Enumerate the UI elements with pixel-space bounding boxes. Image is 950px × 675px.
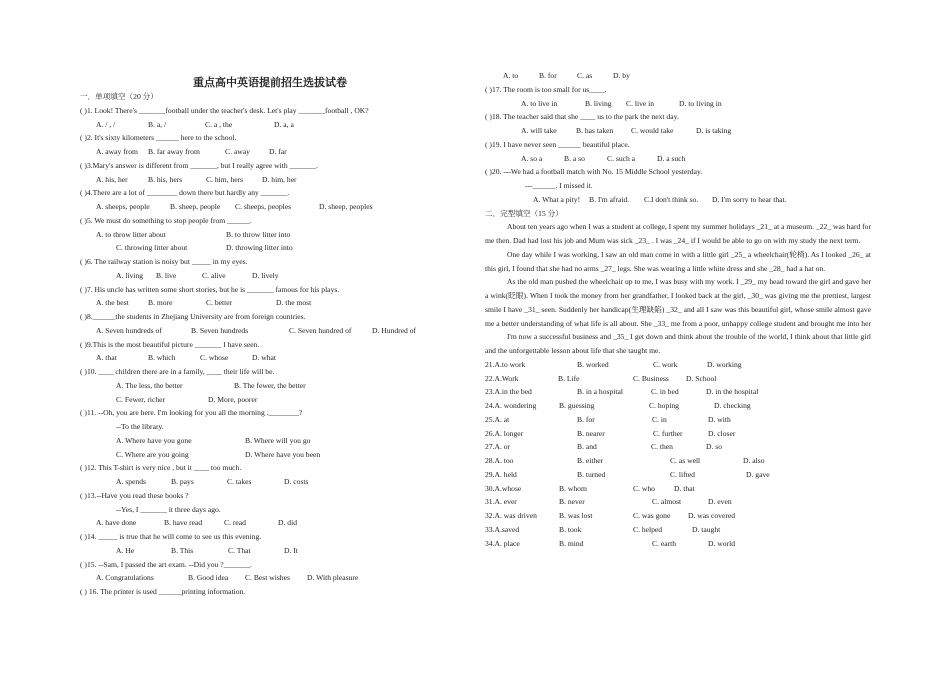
question-text: ( )8.______the students in Zhejiang University are from foreign countries.	[80, 312, 306, 321]
option-text: 28.A. too	[485, 456, 514, 465]
answer-options	[80, 173, 480, 187]
answer-options	[485, 509, 875, 523]
option-text: 25.A. at	[485, 414, 510, 424]
option-text: C. hoping	[649, 401, 679, 410]
option-text: B. turned	[577, 469, 606, 479]
option-text: D. checking	[714, 401, 751, 410]
answer-options	[80, 475, 480, 489]
option-text: D. in the hospital	[706, 387, 759, 397]
option-text: 26.A. longer	[485, 428, 524, 438]
option-text: C. would take	[631, 126, 674, 135]
option-text: B. worked	[577, 359, 609, 369]
answer-options	[80, 571, 480, 585]
answer-options	[80, 516, 480, 530]
answer-options	[485, 124, 875, 138]
question-text: ( )1. Look! There's _______football under the teacher's desk. Let's play _______football , OK?	[80, 105, 369, 115]
answer-options	[485, 523, 875, 537]
option-text: C. throwing litter about	[116, 243, 188, 253]
option-text: C. whose	[200, 353, 229, 363]
answer-options	[485, 152, 875, 166]
option-text: 31.A. ever	[485, 497, 517, 507]
option-text: A. Congratulations	[96, 573, 154, 583]
answer-options	[80, 434, 480, 448]
option-text: C. takes	[227, 477, 252, 486]
option-text: D. the most	[276, 298, 312, 308]
answer-options	[80, 324, 480, 338]
option-text: B. was lost	[559, 511, 593, 520]
question-text: ( )14. _____ is true that he will come to see us this evening.	[80, 532, 262, 541]
option-text: C. Business	[633, 373, 669, 383]
option-text: B. for	[577, 414, 595, 424]
answer-options	[485, 468, 875, 482]
option-text: A. What a pity!	[533, 194, 581, 204]
section-heading: 一．单项填空（20 分）	[80, 92, 158, 101]
option-text: D. lively	[252, 270, 279, 280]
passage-paragraph: As the old man pushed the wheelchair up to me, I was busy with my work. I _29_ my head toward the girl and gave her a wink(眨眼). When I took the money from her grandfather, I looked back at the girl, _30_ was giving me the prettiest, largest smile I have _31_ seen. Suddenly her handicap(生理缺陷) _32_ and all I saw was this beautiful girl, whose smile almost gave me a better understanding of what life is all about. She _33_ me from a poor, unhappy college student and brought me into her	[485, 277, 871, 328]
option-text: 29.A. held	[485, 469, 517, 479]
option-text: 30.A.whose	[485, 483, 522, 493]
option-text: A. away from	[96, 147, 138, 156]
answer-options	[485, 537, 875, 551]
option-text: D. him, her	[262, 174, 297, 184]
option-text: D. also	[743, 456, 765, 465]
option-text: D. is taking	[696, 126, 732, 135]
option-text: B. Seven hundreds	[191, 325, 249, 335]
page-title: 重点高中英语提前招生选拔试卷	[193, 76, 347, 89]
option-text: C. Seven hundred of	[289, 325, 352, 335]
answer-options	[485, 372, 875, 386]
option-text: 22.A.Work	[485, 373, 519, 383]
option-text: D. that	[674, 483, 695, 493]
option-text: 21.A.to work	[485, 359, 526, 369]
option-text: B. more	[148, 298, 173, 308]
answer-options	[80, 296, 480, 310]
option-text: D. to living in	[679, 98, 722, 108]
option-text: D. a, a	[274, 119, 294, 129]
option-text: C. read	[224, 518, 246, 528]
answer-options	[485, 358, 875, 372]
option-text: B. have read	[164, 518, 203, 528]
option-text: B. took	[559, 524, 582, 534]
answer-options	[80, 145, 480, 159]
option-text: B. whom	[559, 483, 587, 493]
answer-options	[80, 393, 480, 407]
option-text: C. who	[633, 483, 655, 493]
option-text: B. and	[577, 442, 597, 452]
option-text: A. so a	[521, 153, 543, 163]
option-text: 33.A.saved	[485, 524, 520, 534]
option-text: B. his, hers	[148, 174, 183, 184]
option-text: C. Best wishes	[245, 573, 290, 583]
question-text: ( ) 16. The printer is used ______printing information.	[80, 587, 246, 596]
response-text: --Yes, I _______ it three days ago.	[116, 504, 221, 514]
option-text: C. a , the	[205, 119, 233, 129]
option-text: C. as well	[670, 456, 701, 465]
answer-options	[485, 454, 875, 468]
option-text: D. costs	[284, 477, 309, 486]
option-text: D. did	[278, 518, 297, 528]
passage-paragraph: I'm now a successful business and _35_ I get down and think about the trouble of the world, I think about that little girl and the unforgettable lesson about life that she taught me.	[485, 332, 871, 355]
option-text: C.I don't think so.	[644, 194, 699, 204]
option-text: A. spends	[116, 477, 146, 486]
option-text: D. More, poorer	[208, 394, 258, 404]
option-text: B. mind	[559, 538, 584, 548]
option-text: C. better	[206, 298, 233, 308]
question-text: ( )7. His uncle has written some short stories, but he is _______ famous for his plays.	[80, 284, 340, 294]
answer-options	[80, 351, 480, 365]
question-text: ( )20. ---We had a football match with No. 15 Middle School yesterday.	[485, 167, 703, 177]
option-text: A. sheeps, people	[96, 202, 150, 211]
question-text: ( )10. ____ children there are in a family, ____ their life will be.	[80, 367, 275, 376]
question-text: ( )18. The teacher said that she ____ us to the park the next day.	[485, 112, 679, 122]
answer-options	[485, 413, 875, 427]
option-text: C. in	[652, 414, 667, 424]
option-text: D. It	[284, 545, 298, 555]
answer-options	[485, 69, 875, 83]
option-text: C. lifted	[670, 469, 695, 479]
option-text: A. to live in	[521, 98, 558, 108]
option-text: B. never	[559, 497, 585, 507]
question-text: ( )5. We must do something to stop people from ______.	[80, 215, 252, 225]
question-text: ( )17. The room is too small for us____.	[485, 84, 607, 94]
option-text: A. that	[96, 353, 117, 363]
answer-options	[80, 118, 480, 132]
option-text: A. / , /	[96, 119, 116, 129]
option-text: B. in a hospital	[577, 387, 623, 397]
answer-options	[80, 228, 480, 242]
left-column	[80, 0, 480, 599]
option-text: D. With pleasure	[307, 573, 359, 583]
option-text: A. Seven hundreds of	[96, 325, 162, 335]
option-text: B. Life	[558, 373, 580, 383]
option-text: A. The less, the better	[116, 380, 183, 390]
option-text: B. a so	[564, 153, 585, 163]
right-column	[485, 0, 875, 550]
option-text: D. what	[252, 353, 277, 363]
option-text: C. as	[577, 71, 593, 80]
option-text: 24.A. wondering	[485, 401, 537, 410]
option-text: A. will take	[521, 126, 557, 135]
option-text: D. a such	[657, 153, 686, 163]
option-text: B. guessing	[559, 401, 595, 410]
question-text: ( )12. This T-shirt is very nice , but it ____ too much.	[80, 463, 242, 473]
option-text: C. almost	[652, 497, 682, 507]
question-text: ( )9.This is the most beautiful picture _______ I have seen.	[80, 339, 260, 349]
option-text: D. with	[708, 414, 731, 424]
answer-options	[80, 200, 480, 214]
option-text: B. a, /	[148, 119, 167, 129]
answer-options	[80, 544, 480, 558]
option-text: B. living	[585, 98, 612, 108]
option-text: B. has taken	[576, 126, 614, 135]
option-text: D. world	[708, 538, 735, 548]
option-text: B. for	[539, 71, 557, 80]
response-text: --To the library.	[116, 422, 164, 431]
question-text: ( )4.There are a lot of ________ down there but hardly any _______.	[80, 188, 290, 198]
answer-options	[485, 399, 875, 413]
option-text: B. either	[577, 456, 604, 465]
passage-paragraph: About ten years ago when I was a student at college, I spent my summer holidays _21_ at a museum. _22_ was hard for me then. Dad had lost his job and Mum was sick _23_ . I was _24_ if I would be able to go on with my study the next term.	[485, 222, 871, 245]
option-text: B. which	[148, 353, 176, 363]
option-text: B. Where will you go	[245, 435, 311, 445]
option-text: C. Where are you going	[116, 449, 189, 459]
option-text: A. the best	[96, 298, 129, 308]
answer-options	[485, 495, 875, 509]
option-text: C. earth	[652, 538, 677, 548]
question-text: ( )11. --Oh, you are here. I'm looking for you all the morning .________?	[80, 408, 303, 418]
option-text: C. helped	[633, 524, 663, 534]
option-text: C. was gone	[633, 511, 671, 520]
option-text: D. by	[613, 71, 630, 80]
option-text: B. pays	[171, 477, 194, 486]
option-text: D. School	[686, 373, 717, 383]
answer-options	[80, 448, 480, 462]
option-text: D. Hundred of	[372, 325, 417, 335]
option-text: A. He	[116, 545, 135, 555]
option-text: D. throwing litter into	[226, 243, 293, 253]
option-text: 32.A. was driven	[485, 511, 537, 520]
option-text: 34.A. place	[485, 538, 520, 548]
option-text: C. him, hers	[206, 174, 244, 184]
option-text: C. alive	[202, 270, 226, 280]
option-text: D. even	[708, 497, 732, 507]
question-text: ( )2. It's sixty kilometers ______ here to the school.	[80, 133, 237, 143]
option-text: D. taught	[692, 524, 721, 534]
passage-paragraph: One day while I was working, I saw an old man come in with a little girl _25_ a wheelchair(轮椅). As I looked _26_ at this girl, I found that she had no arms _27_ legs. She was wearing a little white dress and she _28_ had a hat on.	[485, 249, 871, 273]
option-text: C. such a	[607, 153, 636, 163]
option-text: D. gave	[746, 469, 770, 479]
answer-options	[485, 385, 875, 399]
option-text: D. so	[706, 442, 723, 452]
answer-options	[485, 193, 875, 207]
option-text: 27.A. or	[485, 442, 511, 452]
option-text: B. live	[156, 270, 177, 280]
option-text: A. to	[503, 71, 519, 80]
question-text: ( )6. The railway station is noisy but _____ in my eyes.	[80, 257, 248, 266]
option-text: B. sheep, people	[170, 202, 221, 211]
answer-options	[80, 379, 480, 393]
option-text: D. working	[707, 359, 742, 369]
answer-options	[485, 97, 875, 111]
question-text: ( )13.--Have you read these books ?	[80, 490, 189, 500]
option-text: A. living	[116, 270, 144, 280]
question-text: ( )19. I have never seen ______ beautiful place.	[485, 139, 630, 149]
option-text: C. away	[225, 147, 250, 156]
option-text: 23.A.in the bed	[485, 387, 532, 397]
option-text: D. sheep, peoples	[319, 202, 373, 211]
option-text: B. nearer	[577, 428, 605, 438]
option-text: D. closer	[708, 428, 736, 438]
response-text: ---______. I missed it.	[525, 181, 593, 190]
option-text: C. live in	[626, 98, 655, 108]
option-text: C. sheeps, peoples	[235, 202, 292, 211]
answer-options	[80, 241, 480, 255]
option-text: B. I'm afraid.	[589, 194, 630, 204]
option-text: C. further	[653, 428, 683, 438]
option-text: D. I'm sorry to hear that.	[712, 194, 787, 204]
option-text: C. in bed	[651, 387, 679, 397]
option-text: C. That	[228, 545, 251, 555]
answer-options	[485, 427, 875, 441]
option-text: B. far away from	[148, 147, 200, 156]
option-text: B. to throw litter into	[226, 229, 291, 239]
option-text: B. This	[171, 545, 194, 555]
option-text: A. Where have you gone	[116, 435, 192, 445]
answer-options	[485, 440, 875, 454]
answer-options	[485, 482, 875, 496]
question-text: ( )3.Mary's answer is different from _______, but I really agree with _______.	[80, 160, 319, 170]
option-text: C. then	[651, 442, 673, 452]
option-text: A. have done	[96, 518, 137, 528]
option-text: A. his, her	[96, 174, 128, 184]
question-text: ( )15. --Sam, I passed the art exam. --Did you ?_______.	[80, 559, 253, 569]
section-heading: 二．完型填空（15 分）	[485, 208, 563, 218]
option-text: D. Where have you been	[245, 449, 321, 459]
option-text: B. The fewer, the better	[234, 380, 306, 390]
answer-options	[80, 269, 480, 283]
option-text: A. to throw litter about	[96, 229, 166, 239]
option-text: C. work	[653, 359, 678, 369]
option-text: D. was covered	[688, 511, 736, 520]
option-text: C. Fewer, richer	[116, 394, 166, 404]
option-text: D. far	[269, 147, 287, 156]
option-text: B. Good idea	[188, 573, 229, 583]
